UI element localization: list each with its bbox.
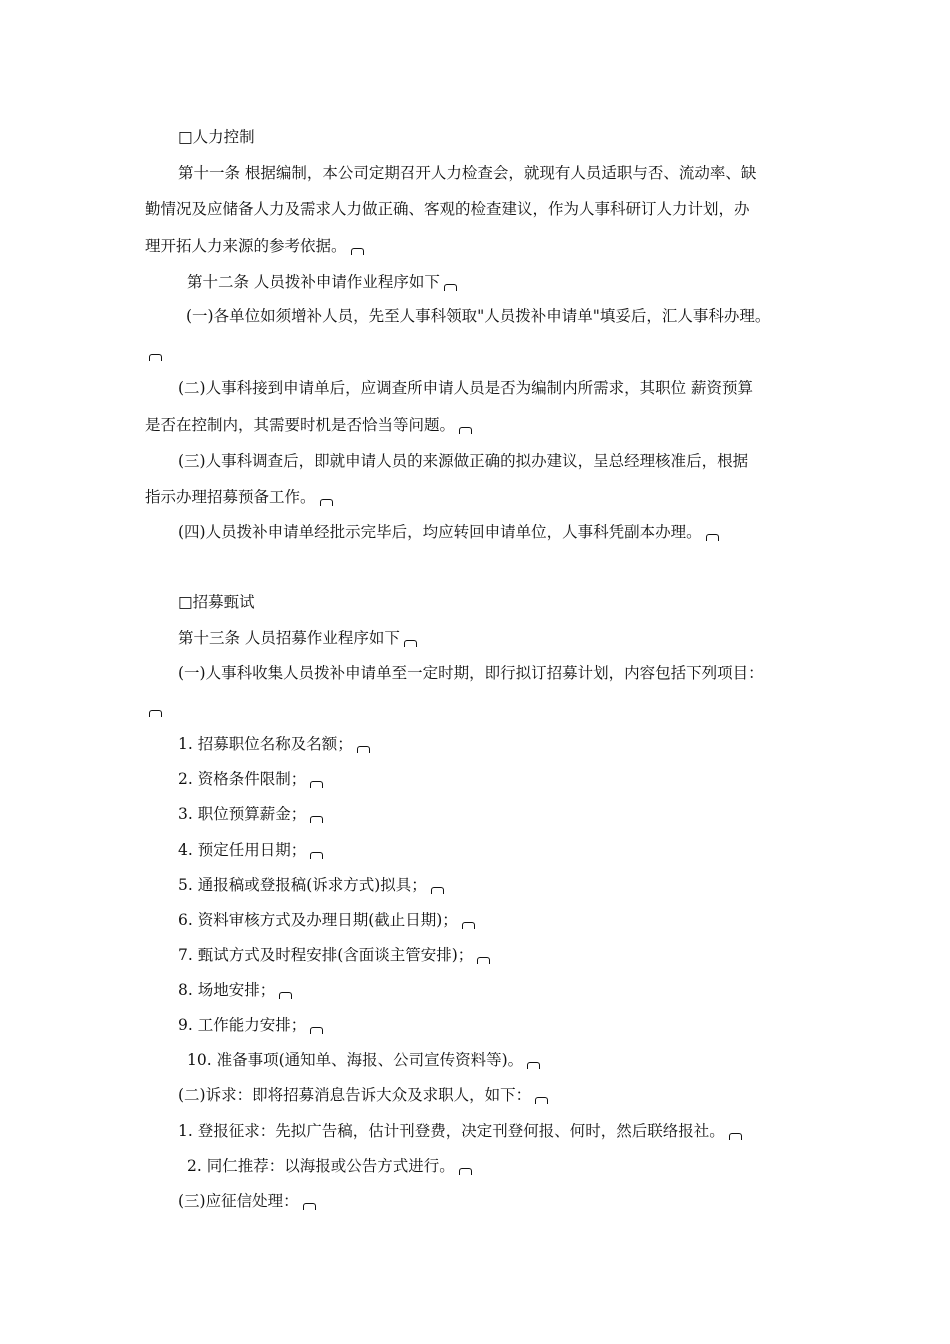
paragraph-mark-icon bbox=[527, 1062, 540, 1069]
paragraph-mark-icon bbox=[310, 816, 323, 823]
paragraph-mark-icon bbox=[310, 852, 323, 859]
section-heading-manpower-control: □人力控制 bbox=[178, 128, 255, 146]
paragraph-mark-icon bbox=[303, 1203, 316, 1210]
list-item: 9. 工作能力安排； bbox=[178, 1015, 323, 1035]
list-item: 10. 准备事项(通知单、海报、公司宣传资料等)。 bbox=[187, 1050, 540, 1070]
list-item: 5. 通报稿或登报稿(诉求方式)拟具； bbox=[178, 875, 444, 895]
paragraph-mark-icon bbox=[444, 284, 457, 291]
paragraph-mark-icon bbox=[535, 1097, 548, 1104]
article-13-item-2: (二)诉求：即将招募消息告诉大众及求职人，如下： bbox=[178, 1085, 548, 1105]
article-13-item-1: (一)人事科收集人员拨补申请单至一定时期，即行拟订招募计划，内容包括下列项目： bbox=[178, 664, 764, 682]
section-heading-recruitment: □招募甄试 bbox=[178, 593, 255, 611]
paragraph-mark-icon bbox=[320, 499, 333, 506]
article-12-title: 第十二条 人员拨补申请作业程序如下 bbox=[187, 272, 457, 292]
article-12-item-2-line-2: 是否在控制内，其需要时机是否恰当等问题。 bbox=[145, 415, 472, 435]
paragraph-mark-icon bbox=[351, 248, 364, 255]
article-13-item-2-sub-1: 1. 登报征求：先拟广告稿，估计刊登费，决定刊登何报、何时，然后联络报社。 bbox=[178, 1121, 742, 1141]
paragraph-mark-icon bbox=[149, 354, 162, 361]
list-item: 2. 资格条件限制； bbox=[178, 769, 323, 789]
paragraph-mark-icon bbox=[706, 534, 719, 541]
list-item: 6. 资料审核方式及办理日期(截止日期)； bbox=[178, 910, 475, 930]
article-13-item-2-sub-2: 2. 同仁推荐：以海报或公告方式进行。 bbox=[187, 1156, 472, 1176]
paragraph-mark-icon bbox=[459, 1168, 472, 1175]
article-12-item-1: (一)各单位如须增补人员，先至人事科领取"人员拨补申请单"填妥后，汇人事科办理。 bbox=[186, 307, 771, 325]
paragraph-mark-icon bbox=[279, 992, 292, 999]
list-item: 7. 甄试方式及时程安排(含面谈主管安排)； bbox=[178, 945, 490, 965]
paragraph-mark-icon bbox=[310, 781, 323, 788]
paragraph-mark-icon bbox=[462, 922, 475, 929]
list-item: 3. 职位预算薪金； bbox=[178, 804, 323, 824]
paragraph-mark-icon bbox=[431, 887, 444, 894]
article-11-line-2: 勤情况及应储备人力及需求人力做正确、客观的检查建议，作为人事科研订人力计划，办 bbox=[145, 200, 750, 218]
paragraph-mark-icon bbox=[729, 1133, 742, 1140]
article-11-line-3: 理开拓人力来源的参考依据。 bbox=[145, 236, 364, 256]
paragraph-mark-icon bbox=[357, 746, 370, 753]
list-item: 1. 招募职位名称及名额； bbox=[178, 734, 370, 754]
paragraph-mark-icon bbox=[477, 957, 490, 964]
paragraph-mark-icon bbox=[310, 1027, 323, 1034]
paragraph-mark-icon bbox=[459, 427, 472, 434]
list-item: 4. 预定任用日期； bbox=[178, 840, 323, 860]
article-11-line-1: 第十一条 根据编制，本公司定期召开人力检查会，就现有人员适职与否、流动率、缺 bbox=[178, 164, 757, 182]
list-item: 8. 场地安排； bbox=[178, 980, 292, 1000]
article-13-item-3: (三)应征信处理： bbox=[178, 1191, 316, 1211]
article-12-item-4: (四)人员拨补申请单经批示完毕后，均应转回申请单位，人事科凭副本办理。 bbox=[178, 522, 719, 542]
article-13-title: 第十三条 人员招募作业程序如下 bbox=[178, 628, 417, 648]
paragraph-mark-icon bbox=[149, 710, 162, 717]
article-12-item-3-line-1: (三)人事科调查后，即就申请人员的来源做正确的拟办建议，呈总经理核准后，根据 bbox=[178, 452, 749, 470]
article-12-item-3-line-2: 指示办理招募预备工作。 bbox=[145, 487, 333, 507]
paragraph-mark-icon bbox=[404, 640, 417, 647]
article-12-item-2-line-1: (二)人事科接到申请单后，应调查所申请人员是否为编制内所需求，其职位 薪资预算 bbox=[178, 379, 754, 397]
